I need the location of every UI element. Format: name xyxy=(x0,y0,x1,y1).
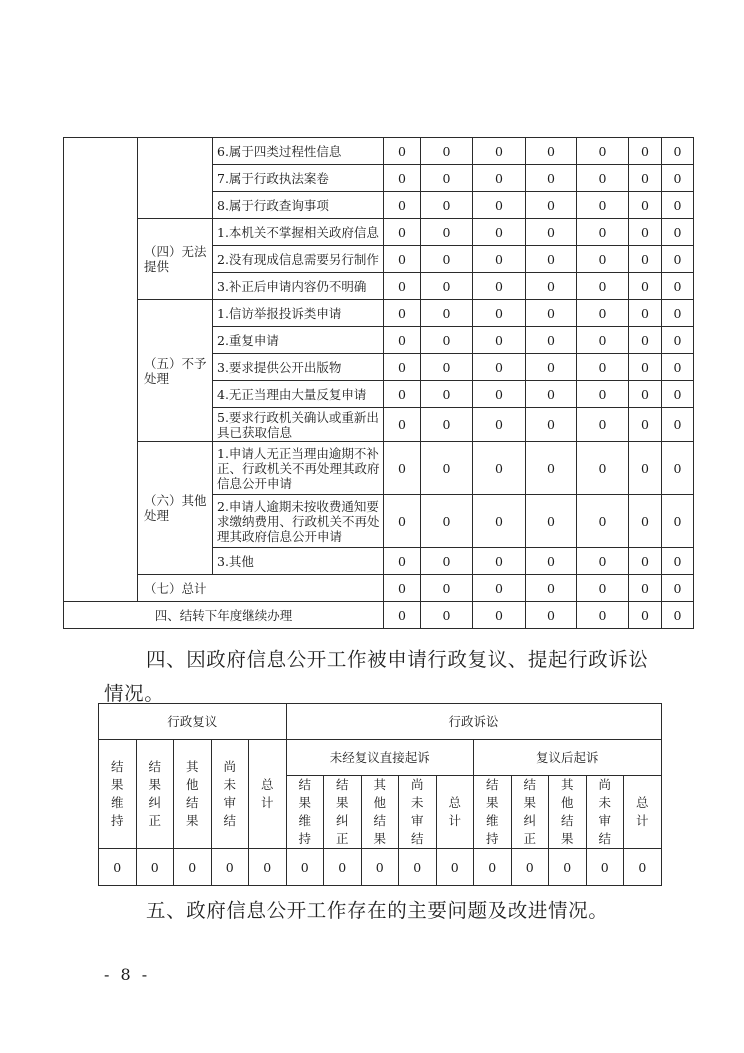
value-cell: 0 xyxy=(421,273,473,300)
after-review-column-header: 总 计 xyxy=(624,776,662,849)
direct-column-header: 结 果 维 持 xyxy=(286,776,324,849)
direct-suit-header: 未经复议直接起诉 xyxy=(286,740,474,776)
value-cell: 0 xyxy=(473,381,526,408)
value-cell: 0 xyxy=(473,495,526,548)
value-cell: 0 xyxy=(577,327,629,354)
value-cell: 0 xyxy=(526,300,577,327)
row-label: 4.无正当理由大量反复申请 xyxy=(213,381,384,408)
value-cell: 0 xyxy=(473,548,526,575)
value-cell: 0 xyxy=(662,138,694,165)
value-cell: 0 xyxy=(662,381,694,408)
value-cell: 0 xyxy=(662,495,694,548)
value-cell: 0 xyxy=(384,165,421,192)
value-cell: 0 xyxy=(577,602,629,629)
value-cell: 0 xyxy=(577,219,629,246)
value-cell: 0 xyxy=(249,849,287,886)
value-cell: 0 xyxy=(577,495,629,548)
row-label: 3.补正后申请内容仍不明确 xyxy=(213,273,384,300)
row-label: 2.没有现成信息需要另行制作 xyxy=(213,246,384,273)
value-cell: 0 xyxy=(421,219,473,246)
value-cell: 0 xyxy=(577,442,629,495)
value-cell: 0 xyxy=(421,495,473,548)
value-cell: 0 xyxy=(384,575,421,602)
value-cell: 0 xyxy=(384,327,421,354)
value-cell: 0 xyxy=(526,138,577,165)
direct-column-header: 总 计 xyxy=(436,776,474,849)
value-cell: 0 xyxy=(526,548,577,575)
value-cell: 0 xyxy=(662,300,694,327)
value-cell: 0 xyxy=(526,575,577,602)
value-cell: 0 xyxy=(384,300,421,327)
value-cell: 0 xyxy=(421,442,473,495)
value-cell: 0 xyxy=(662,548,694,575)
after-review-column-header: 结 果 维 持 xyxy=(474,776,512,849)
value-cell: 0 xyxy=(526,165,577,192)
value-cell: 0 xyxy=(473,138,526,165)
value-cell: 0 xyxy=(526,192,577,219)
value-cell: 0 xyxy=(421,138,473,165)
row-label: 5.要求行政机关确认或重新出具已获取信息 xyxy=(213,408,384,442)
review-column-header: 其 他 结 果 xyxy=(174,740,212,849)
value-cell: 0 xyxy=(384,138,421,165)
value-cell: 0 xyxy=(421,602,473,629)
carryover-row xyxy=(64,602,694,629)
total-row xyxy=(64,575,694,602)
direct-column-header: 其 他 结 果 xyxy=(361,776,399,849)
after-review-suit-header: 复议后起诉 xyxy=(474,740,662,776)
value-cell: 0 xyxy=(662,219,694,246)
value-cell: 0 xyxy=(384,381,421,408)
value-cell: 0 xyxy=(421,246,473,273)
row-label: 7.属于行政执法案卷 xyxy=(213,165,384,192)
value-cell: 0 xyxy=(286,849,324,886)
value-cell: 0 xyxy=(421,575,473,602)
row-label: 1.本机关不掌握相关政府信息 xyxy=(213,219,384,246)
table-row xyxy=(64,138,694,165)
value-cell: 0 xyxy=(526,246,577,273)
value-cell: 0 xyxy=(526,354,577,381)
litigation-header: 行政诉讼 xyxy=(286,704,661,740)
value-cell: 0 xyxy=(526,495,577,548)
value-cell: 0 xyxy=(662,354,694,381)
value-cell: 0 xyxy=(629,381,662,408)
outer-category-cell xyxy=(64,138,138,602)
value-cell: 0 xyxy=(629,354,662,381)
value-cell: 0 xyxy=(384,408,421,442)
value-cell: 0 xyxy=(473,602,526,629)
value-cell: 0 xyxy=(662,602,694,629)
value-cell: 0 xyxy=(384,192,421,219)
row-label: 6.属于四类过程性信息 xyxy=(213,138,384,165)
table-row xyxy=(64,442,694,495)
value-cell: 0 xyxy=(136,849,174,886)
value-cell: 0 xyxy=(526,602,577,629)
group-label: （五）不予处理 xyxy=(138,300,213,442)
table-row xyxy=(64,300,694,327)
value-cell: 0 xyxy=(577,192,629,219)
after-review-column-header: 结 果 纠 正 xyxy=(511,776,549,849)
value-cell: 0 xyxy=(526,327,577,354)
value-cell: 0 xyxy=(577,246,629,273)
value-cell: 0 xyxy=(421,327,473,354)
section-4-heading-continued: 情况。 xyxy=(104,682,165,705)
after-review-column-header: 其 他 结 果 xyxy=(549,776,587,849)
value-cell: 0 xyxy=(629,602,662,629)
value-cell: 0 xyxy=(384,246,421,273)
value-cell: 0 xyxy=(421,408,473,442)
value-cell: 0 xyxy=(629,442,662,495)
value-cell: 0 xyxy=(577,300,629,327)
application-handling-table xyxy=(63,137,694,629)
value-cell: 0 xyxy=(473,300,526,327)
value-cell: 0 xyxy=(577,165,629,192)
value-cell: 0 xyxy=(384,495,421,548)
carryover-label: 四、结转下年度继续办理 xyxy=(64,602,384,629)
value-cell: 0 xyxy=(624,849,662,886)
table-row xyxy=(64,219,694,246)
value-cell: 0 xyxy=(421,381,473,408)
value-cell: 0 xyxy=(662,327,694,354)
value-cell: 0 xyxy=(629,219,662,246)
value-cell: 0 xyxy=(586,849,624,886)
page-number: - 8 - xyxy=(104,965,151,984)
value-cell: 0 xyxy=(384,219,421,246)
value-cell: 0 xyxy=(511,849,549,886)
row-label: 3.要求提供公开出版物 xyxy=(213,354,384,381)
value-cell: 0 xyxy=(324,849,362,886)
value-cell: 0 xyxy=(421,165,473,192)
value-cell: 0 xyxy=(629,548,662,575)
section-5-heading: 五、政府信息公开工作存在的主要问题及改进情况。 xyxy=(146,899,609,922)
value-cell: 0 xyxy=(473,354,526,381)
value-cell: 0 xyxy=(99,849,137,886)
value-cell: 0 xyxy=(629,300,662,327)
value-cell: 0 xyxy=(577,381,629,408)
value-cell: 0 xyxy=(662,442,694,495)
value-cell: 0 xyxy=(399,849,437,886)
value-cell: 0 xyxy=(473,575,526,602)
value-cell: 0 xyxy=(526,273,577,300)
value-cell: 0 xyxy=(211,849,249,886)
group-label xyxy=(138,138,213,219)
row-label: 3.其他 xyxy=(213,548,384,575)
value-cell: 0 xyxy=(384,442,421,495)
value-cell: 0 xyxy=(421,354,473,381)
value-cell: 0 xyxy=(549,849,587,886)
value-cell: 0 xyxy=(526,442,577,495)
total-label: （七）总计 xyxy=(138,575,384,602)
row-label: 1.信访举报投诉类申请 xyxy=(213,300,384,327)
value-cell: 0 xyxy=(577,273,629,300)
row-label: 1.申请人无正当理由逾期不补正、行政机关不再处理其政府信息公开申请 xyxy=(213,442,384,495)
value-cell: 0 xyxy=(473,165,526,192)
value-cell: 0 xyxy=(384,273,421,300)
value-cell: 0 xyxy=(662,192,694,219)
value-cell: 0 xyxy=(473,408,526,442)
group-label: （四）无法提供 xyxy=(138,219,213,300)
value-cell: 0 xyxy=(577,354,629,381)
direct-column-header: 尚 未 审 结 xyxy=(399,776,437,849)
section-4-heading: 四、因政府信息公开工作被申请行政复议、提起行政诉讼 xyxy=(146,648,649,671)
value-cell: 0 xyxy=(473,442,526,495)
value-cell: 0 xyxy=(629,273,662,300)
value-cell: 0 xyxy=(361,849,399,886)
value-cell: 0 xyxy=(577,548,629,575)
value-cell: 0 xyxy=(526,381,577,408)
value-cell: 0 xyxy=(384,602,421,629)
value-cell: 0 xyxy=(629,165,662,192)
value-cell: 0 xyxy=(473,192,526,219)
value-cell: 0 xyxy=(662,165,694,192)
value-cell: 0 xyxy=(421,548,473,575)
value-cell: 0 xyxy=(174,849,212,886)
value-cell: 0 xyxy=(473,219,526,246)
row-label: 8.属于行政查询事项 xyxy=(213,192,384,219)
value-cell: 0 xyxy=(577,575,629,602)
value-cell: 0 xyxy=(629,575,662,602)
value-cell: 0 xyxy=(629,192,662,219)
after-review-column-header: 尚 未 审 结 xyxy=(586,776,624,849)
value-cell: 0 xyxy=(526,219,577,246)
value-cell: 0 xyxy=(629,246,662,273)
value-cell: 0 xyxy=(474,849,512,886)
value-cell: 0 xyxy=(526,408,577,442)
value-cell: 0 xyxy=(662,575,694,602)
value-cell: 0 xyxy=(629,408,662,442)
review-litigation-table xyxy=(98,703,662,886)
review-column-header: 结 果 纠 正 xyxy=(136,740,174,849)
value-cell: 0 xyxy=(384,354,421,381)
value-cell: 0 xyxy=(577,408,629,442)
value-cell: 0 xyxy=(473,246,526,273)
review-column-header: 总 计 xyxy=(249,740,287,849)
value-cell: 0 xyxy=(629,138,662,165)
value-cell: 0 xyxy=(629,327,662,354)
value-cell: 0 xyxy=(421,300,473,327)
value-cell: 0 xyxy=(662,408,694,442)
value-cell: 0 xyxy=(436,849,474,886)
value-cell: 0 xyxy=(577,138,629,165)
review-header: 行政复议 xyxy=(99,704,287,740)
value-cell: 0 xyxy=(662,273,694,300)
value-cell: 0 xyxy=(473,327,526,354)
group-label: （六）其他处理 xyxy=(138,442,213,575)
value-cell: 0 xyxy=(473,273,526,300)
review-column-header: 尚 未 审 结 xyxy=(211,740,249,849)
value-cell: 0 xyxy=(384,548,421,575)
row-label: 2.申请人逾期未按收费通知要求缴纳费用、行政机关不再处理其政府信息公开申请 xyxy=(213,495,384,548)
value-cell: 0 xyxy=(662,246,694,273)
direct-column-header: 结 果 纠 正 xyxy=(324,776,362,849)
value-cell: 0 xyxy=(629,495,662,548)
row-label: 2.重复申请 xyxy=(213,327,384,354)
review-column-header: 结 果 维 持 xyxy=(99,740,137,849)
value-cell: 0 xyxy=(421,192,473,219)
